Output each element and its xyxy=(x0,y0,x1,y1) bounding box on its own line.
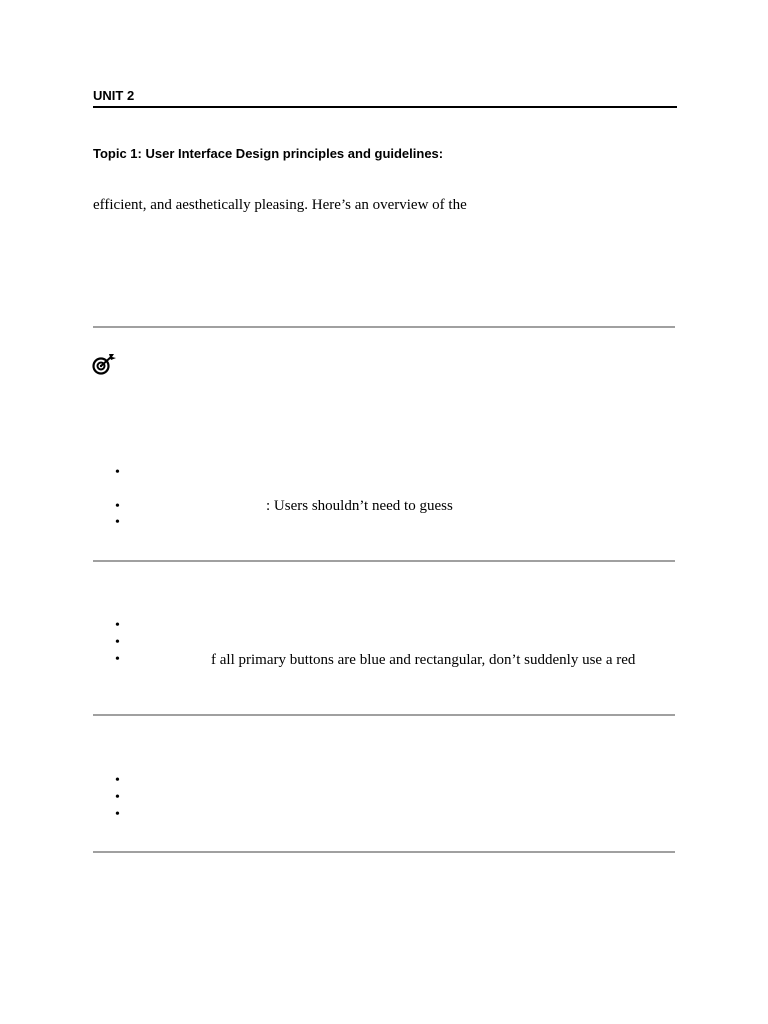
target-dart-icon xyxy=(92,352,118,376)
list-bullet: • xyxy=(115,773,120,788)
section-divider-1 xyxy=(93,326,675,328)
section-divider-2 xyxy=(93,560,675,562)
list-item-text: f all primary buttons are blue and rectangular, don’t suddenly use a red xyxy=(211,652,636,668)
list-bullet: • xyxy=(115,465,120,480)
list-bullet: • xyxy=(115,807,120,822)
list-bullet: • xyxy=(115,635,120,650)
topic-heading: Topic 1: User Interface Design principles and guidelines: xyxy=(93,146,444,161)
list-bullet: • xyxy=(115,515,120,530)
list-item-text: : Users shouldn’t need to guess xyxy=(266,498,453,514)
section-divider-3 xyxy=(93,714,675,716)
section-divider-4 xyxy=(93,851,675,853)
list-bullet: • xyxy=(115,652,120,667)
list-bullet: • xyxy=(115,499,120,514)
intro-paragraph: efficient, and aesthetically pleasing. Here’s an overview of the xyxy=(93,197,467,213)
list-bullet: • xyxy=(115,618,120,633)
unit-heading: UNIT 2 xyxy=(93,88,135,103)
list-bullet: • xyxy=(115,790,120,805)
heading-underline xyxy=(93,106,677,108)
